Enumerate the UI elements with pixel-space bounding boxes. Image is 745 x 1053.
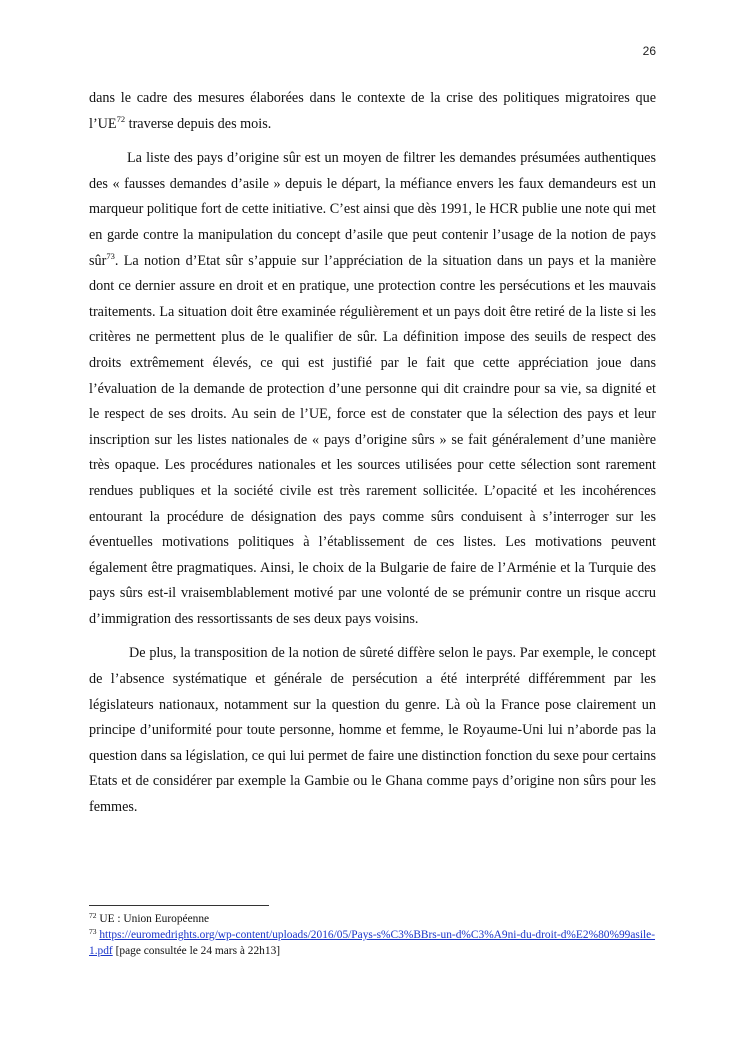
- footnote-ref-72[interactable]: 72: [116, 113, 126, 124]
- footnote-73-note: [page consultée le 24 mars à 22h13]: [112, 945, 281, 957]
- paragraph-1-text-b: traverse depuis des mois.: [125, 115, 272, 132]
- page-number: 26: [642, 44, 656, 58]
- body-text: [89, 86, 656, 821]
- paragraph-1: [89, 86, 656, 137]
- footnote-72: [89, 911, 656, 927]
- footnotes: [89, 911, 656, 959]
- footnote-separator: [89, 905, 269, 906]
- paragraph-1-text-a: dans le cadre des mesures élaborées dans le contexte de la crise des politiques migratoires que l’UE: [89, 90, 656, 132]
- footnote-73: [89, 927, 656, 959]
- footnote-72-number: 72: [89, 911, 97, 920]
- footnote-73-number: 73: [89, 927, 97, 936]
- paragraph-3: De plus, la transposition de la notion de sûreté diffère selon le pays. Par exemple, le concept de l’absence systématique et générale de persécution a été interprété différemment par les législateurs nationaux, notamment sur la question du genre. Là où la France pose clairement un principe d’uniformité pour toute personne, homme et femme, le Royaume-Uni lui n’aborde pas la question dans sa législation, ce qui lui permet de faire une distinction fonction du sexe pour certains Etats et de considérer par exemple la Gambie ou le Ghana comme pays d’origine non sûrs pour les femmes.: [89, 645, 656, 816]
- paragraph-2-text-a: La liste des pays d’origine sûr est un moyen de filtrer les demandes présumées authentiques des « fausses demandes d’asile » depuis le départ, la méfiance envers les faux demandeurs est un marqueur politique fort de cette initiative. C’est ainsi que dès 1991, le HCR publie une note qui met en garde contre la manipulation du concept d’asile que peut contenir l’usage de la notion de pays sûr: [89, 150, 656, 269]
- footnote-ref-73[interactable]: 73: [106, 250, 115, 261]
- footnote-72-text: UE : Union Européenne: [96, 913, 210, 925]
- paragraph-2: [89, 146, 656, 632]
- paragraph-2-text-b: . La notion d’Etat sûr s’appuie sur l’appréciation de la situation dans un pays et la manière dont ce dernier assure en droit et en pratique, une protection contre les persécutions et les mauvais traitements. La situation doit être examinée régulièrement et un pays doit être retiré de la liste si les critères ne permettent plus de le qualifier de sûr. La définition impose des seuils de respect des droits extrêmement élevés, ce qui est justifié par le fait que cette appréciation joue dans l’évaluation de la demande de protection d’une personne qui dit craindre pour sa vie, sa dignité et le respect de ses droits. Au sein de l’UE, force est de constater que la sélection des pays et leur inscription sur les listes nationales de « pays d’origine sûrs » se fait généralement d’une manière très opaque. Les procédures nationales et les sources utilisées pour cette sélection sont rarement rendues publiques et la société civile est très rarement sollicitée. L’opacité et les incohérences entourant la procédure de désignation des pays comme sûrs conduisent à s’interroger sur les éventuelles motivations politiques à l’établissement de ces listes. Les motivations peuvent également être pragmatiques. Ainsi, le choix de la Bulgarie de faire de l’Arménie et la Turquie des pays sûrs est-il vraisemblablement motivé par une volonté de se prémunir contre un risque accru d’immigration des ressortissants de ses deux pays voisins.: [89, 252, 656, 627]
- footnote-73-link[interactable]: https://euromedrights.org/wp-content/uploads/2016/05/Pays-s%C3%BBrs-un-d%C3%A9ni-du-droit-d%E2%80%99asile-1.pdf: [89, 929, 656, 957]
